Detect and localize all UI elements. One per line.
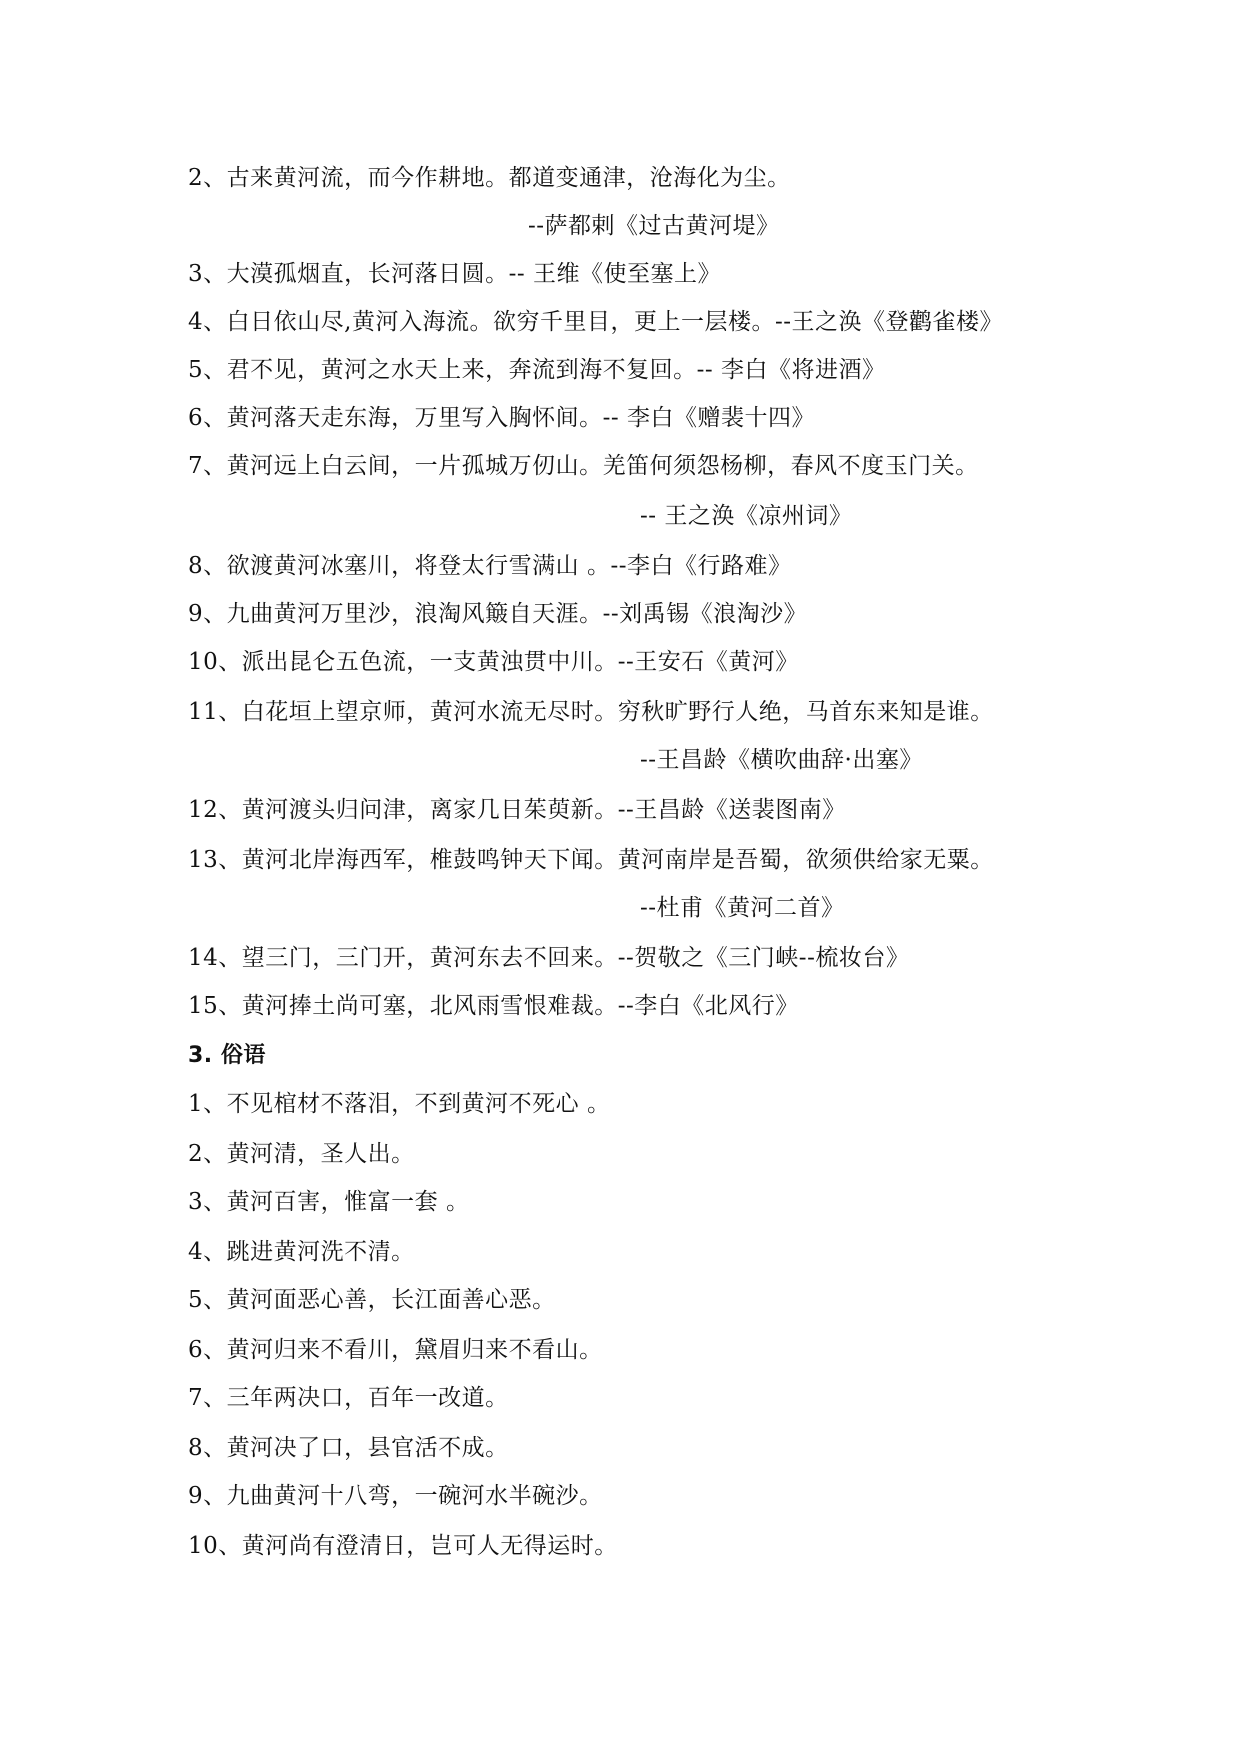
section-heading: 3. 俗语 <box>188 1043 266 1068</box>
proverb-line: 4、跳进黄河洗不清。 <box>188 1239 415 1265</box>
poem-line: 13、黄河北岸海西军，椎鼓鸣钟天下闻。黄河南岸是吾蜀，欲须供给家无粟。 <box>188 847 994 873</box>
poem-line: 4、白日依山尽,黄河入海流。欲穷千里目，更上一层楼。--王之涣《登鹳雀楼》 <box>188 309 1003 335</box>
poem-attribution: --萨都剌《过古黄河堤》 <box>528 213 780 239</box>
poem-line: 7、黄河远上白云间，一片孤城万仞山。羌笛何须怨杨柳，春风不度玉门关。 <box>188 453 979 479</box>
proverb-line: 7、三年两决口，百年一改道。 <box>188 1385 509 1411</box>
poem-attribution: -- 王之涣《凉州词》 <box>640 503 853 529</box>
poem-line: 3、大漠孤烟直，长河落日圆。-- 王维《使至塞上》 <box>188 261 721 287</box>
poem-line: 6、黄河落天走东海，万里写入胸怀间。-- 李白《赠裴十四》 <box>188 405 815 431</box>
proverb-line: 5、黄河面恶心善，长江面善心恶。 <box>188 1287 556 1313</box>
poem-attribution: --杜甫《黄河二首》 <box>640 895 845 921</box>
poem-line: 11、白花垣上望京师，黄河水流无尽时。穷秋旷野行人绝，马首东来知是谁。 <box>188 699 994 725</box>
proverb-line: 3、黄河百害，惟富一套 。 <box>188 1189 470 1215</box>
poem-line: 9、九曲黄河万里沙，浪淘风簸自天涯。--刘禹锡《浪淘沙》 <box>188 601 808 627</box>
poem-line: 10、派出昆仑五色流，一支黄浊贯中川。--王安石《黄河》 <box>188 649 799 675</box>
proverb-line: 9、九曲黄河十八弯，一碗河水半碗沙。 <box>188 1483 603 1509</box>
poem-line: 15、黄河捧土尚可塞，北风雨雪恨难裁。--李白《北风行》 <box>188 993 799 1019</box>
poem-line: 12、黄河渡头归问津，离家几日茱萸新。--王昌龄《送裴图南》 <box>188 797 846 823</box>
proverb-line: 6、黄河归来不看川，黛眉归来不看山。 <box>188 1337 603 1363</box>
poem-line: 8、欲渡黄河冰塞川，将登太行雪满山 。--李白《行路难》 <box>188 553 792 579</box>
proverb-line: 10、黄河尚有澄清日，岂可人无得运时。 <box>188 1533 618 1559</box>
proverb-line: 1、不见棺材不落泪，不到黄河不死心 。 <box>188 1091 611 1117</box>
poem-line: 2、古来黄河流，而今作耕地。都道变通津，沧海化为尘。 <box>188 165 791 191</box>
poem-attribution: --王昌龄《横吹曲辞·出塞》 <box>640 747 923 773</box>
poem-line: 14、望三门，三门开，黄河东去不回来。--贺敬之《三门峡--梳妆台》 <box>188 945 910 971</box>
proverb-line: 8、黄河决了口，县官活不成。 <box>188 1435 509 1461</box>
proverb-line: 2、黄河清，圣人出。 <box>188 1141 415 1167</box>
poem-line: 5、君不见，黄河之水天上来，奔流到海不复回。-- 李白《将进酒》 <box>188 357 886 383</box>
